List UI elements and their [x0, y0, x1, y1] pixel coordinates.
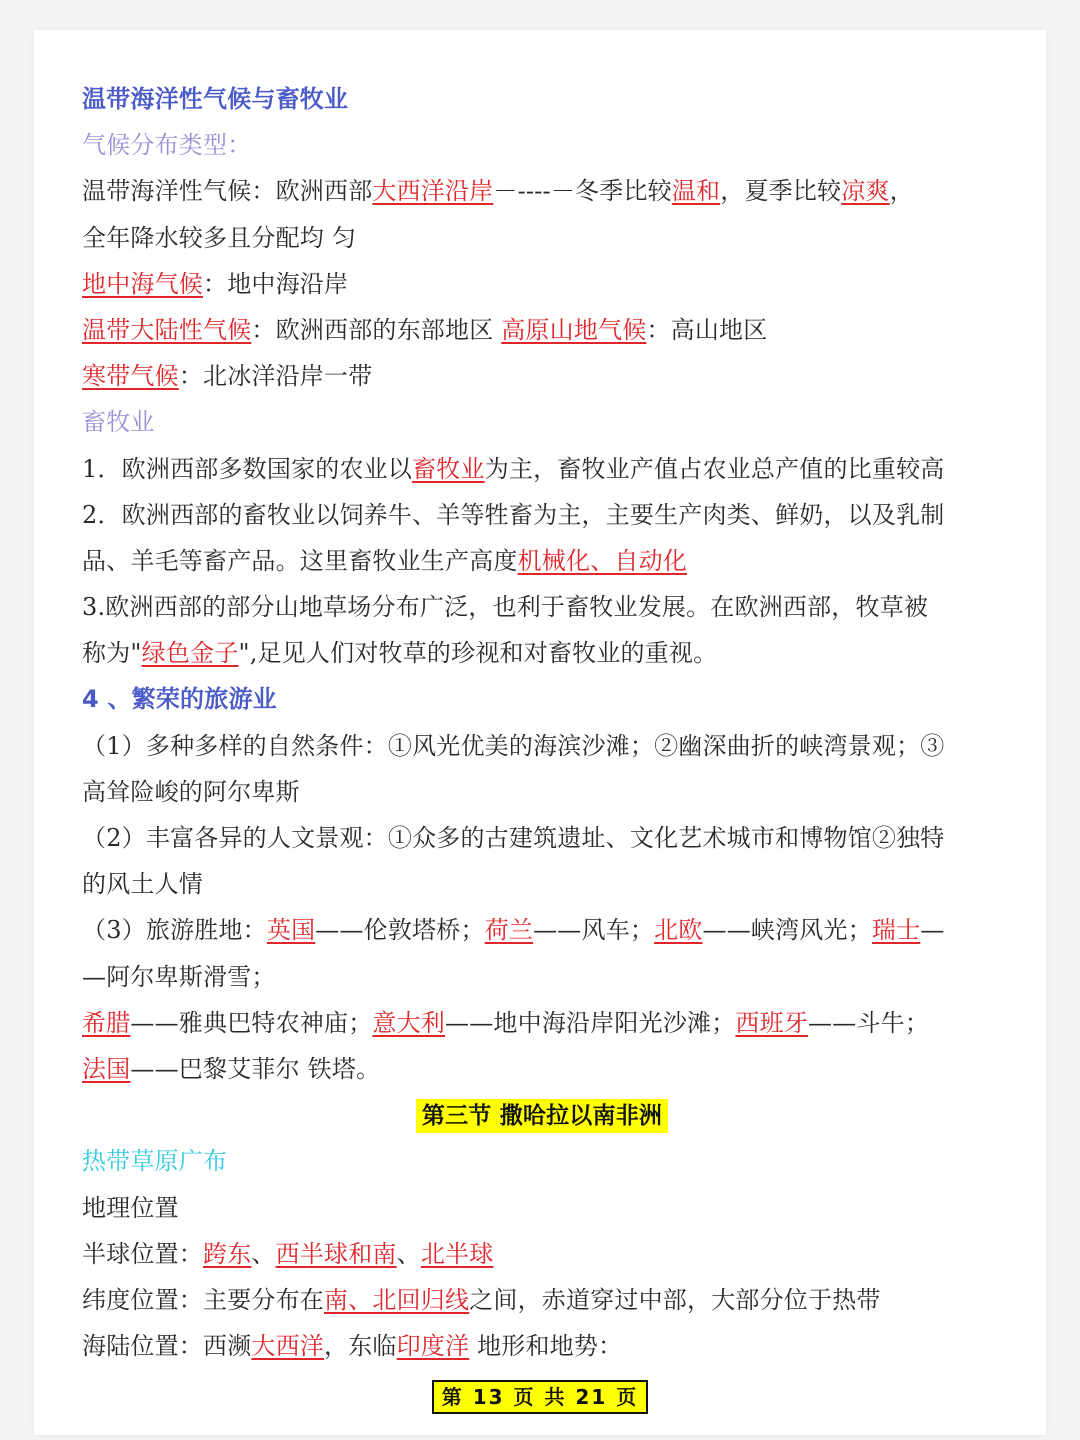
text: ——巴黎艾菲尔 铁塔。: [130, 1054, 381, 1083]
subheading-animal-husbandry: 畜牧业: [82, 408, 155, 437]
text: 品、羊毛等畜产品。这里畜牧业生产高度: [82, 546, 518, 575]
keyword: 意大利: [372, 1008, 446, 1037]
text-line: [82, 538, 1002, 584]
text: 之间，赤道穿过中部，大部分位于热带: [469, 1285, 881, 1314]
text: ",足见人们对牧草的珍视和对畜牧业的重视。: [238, 639, 718, 668]
section-title-line: [82, 1092, 1002, 1138]
keyword: 地中海气候: [82, 269, 203, 298]
text-line: [82, 630, 1002, 676]
keyword: 北欧: [654, 916, 703, 945]
text: ——伦敦塔桥；: [315, 916, 485, 945]
keyword: 希腊: [82, 1008, 131, 1037]
text-line: 3.欧洲西部的部分山地草场分布广泛，也利于畜牧业发展。在欧洲西部，牧草被: [82, 593, 929, 622]
text-line: [82, 907, 1002, 953]
keyword: 印度洋: [396, 1332, 470, 1361]
text: ——峡湾风光；: [702, 916, 872, 945]
keyword: 西半球和南: [275, 1239, 397, 1268]
text: ，东临: [324, 1332, 397, 1361]
text: 半球位置：: [82, 1239, 203, 1268]
text-line: [82, 353, 1002, 399]
text: ，夏季比较: [720, 177, 842, 206]
text: 为主，畜牧业产值占农业总产值的比重较高: [484, 454, 945, 483]
section-title: 第三节 撒哈拉以南非洲: [416, 1099, 668, 1133]
text: －----－冬季比较: [493, 177, 672, 206]
document-page: [34, 30, 1046, 1435]
keyword: 北半球: [420, 1239, 494, 1268]
text: ，: [889, 177, 914, 206]
text: ：高山地区: [646, 315, 768, 344]
text-line: （1）多种多样的自然条件：①风光优美的海滨沙滩；②幽深曲折的峡湾景观；③: [82, 731, 945, 760]
text: 纬度位置：主要分布在: [82, 1285, 324, 1314]
text: 、: [251, 1239, 276, 1268]
heading-tourism: 4 、繁荣的旅游业: [82, 685, 277, 714]
text-line: [82, 1046, 1002, 1092]
keyword: 西班牙: [735, 1008, 809, 1037]
keyword: 绿色金子: [141, 639, 239, 668]
text-line: [82, 1231, 1002, 1277]
text: 1．欧洲西部多数国家的农业以: [82, 454, 413, 483]
text-line: [82, 307, 1002, 353]
text-line: [82, 168, 1002, 214]
text: ——雅典巴特农神庙；: [130, 1008, 373, 1037]
keyword: 畜牧业: [412, 454, 485, 483]
text-line: （2）丰富各异的人文景观：①众多的古建筑遗址、文化艺术城市和博物馆②独特: [82, 824, 945, 852]
page-footer: [34, 1380, 1046, 1414]
text: —: [920, 916, 945, 945]
text-line: 全年降水较多且分配均 匀: [82, 223, 357, 252]
text: ：北冰洋沿岸一带: [178, 362, 373, 391]
text: 、: [396, 1239, 421, 1268]
subheading-savanna: 热带草原广布: [82, 1147, 228, 1176]
page-number: 第 13 页 共 21 页: [432, 1380, 648, 1414]
heading-ocean-climate: 温带海洋性气候与畜牧业: [82, 85, 349, 113]
text: ：欧洲西部的东部地区: [251, 315, 502, 344]
keyword: 英国: [266, 916, 316, 945]
text-line: 高耸险峻的阿尔卑斯: [82, 777, 300, 806]
text: 称为": [82, 639, 142, 668]
keyword: 瑞士: [871, 916, 921, 945]
keyword: 凉爽: [841, 177, 890, 206]
text-line: 2．欧洲西部的畜牧业以饲养牛、羊等牲畜为主，主要生产肉类、鲜奶，以及乳制: [82, 500, 945, 529]
keyword: 寒带气候: [82, 362, 179, 391]
keyword: 高原山地气候: [501, 315, 647, 344]
keyword: 温和: [671, 177, 721, 206]
keyword: 机械化、自动化: [517, 546, 688, 575]
page-content: [82, 76, 1002, 1369]
subheading-climate-types: 气候分布类型：: [82, 131, 252, 160]
text: （3）旅游胜地：: [82, 916, 267, 945]
text-line: [82, 261, 1002, 307]
text-line: [82, 1000, 1002, 1046]
text: ——斗牛；: [808, 1008, 930, 1037]
text: 温带海洋性气候：欧洲西部: [82, 177, 373, 206]
text: ——地中海沿岸阳光沙滩；: [445, 1008, 736, 1037]
keyword: 荷兰: [484, 916, 534, 945]
text-line: [82, 1323, 1002, 1369]
text-line: 地理位置: [82, 1193, 179, 1222]
keyword: 大西洋沿岸: [372, 177, 494, 206]
text-line: 的风土人情: [82, 870, 203, 899]
text-line: [82, 1277, 1002, 1323]
text: 地形和地势：: [469, 1332, 623, 1361]
keyword: 南、北回归线: [324, 1285, 470, 1314]
keyword: 法国: [82, 1054, 131, 1083]
text-line: —阿尔卑斯滑雪；: [82, 962, 276, 991]
keyword: 跨东: [203, 1239, 252, 1268]
keyword: 温带大陆性气候: [82, 315, 252, 344]
text-line: [82, 446, 1002, 492]
keyword: 大西洋: [251, 1332, 325, 1361]
text: 海陆位置：西濒: [82, 1332, 252, 1361]
text: ：地中海沿岸: [203, 269, 349, 298]
text: ——风车；: [533, 916, 655, 945]
